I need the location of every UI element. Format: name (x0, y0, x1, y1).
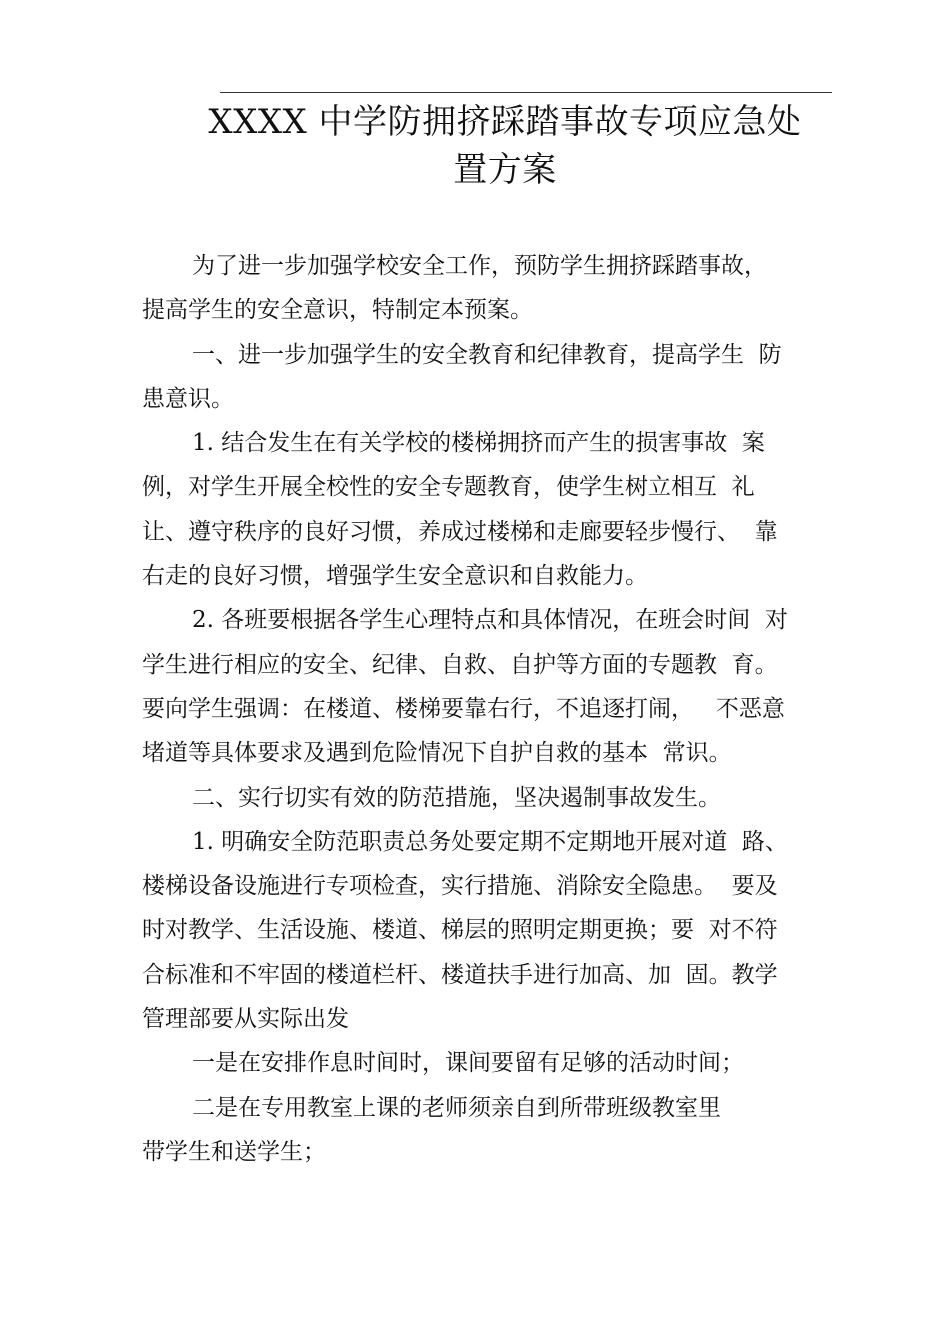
body-line: 患意识。 (142, 385, 234, 412)
body-line: 学生进行相应的安全、纪律、自救、自护等方面的专题教 育。 (142, 651, 778, 678)
section-heading: 一、进一步加强学生的安全教育和纪律教育，提高学生 防 (192, 341, 782, 368)
document-title-line-2: 置方案 (453, 150, 557, 190)
list-item-start: 1. 结合发生在有关学校的楼梯拥挤而产生的损害事故 案 (192, 430, 765, 457)
body-line: 右走的良好习惯，增强学生安全意识和自救能力。 (142, 563, 648, 590)
body-line: 提高学生的安全意识，特制定本预案。 (142, 297, 533, 324)
body-line: 楼梯设备设施进行专项检查，实行措施、消除安全隐患。 要及 (142, 873, 778, 900)
body-line: 例，对学生开展全校性的安全专题教育，使学生树立相互 礼 (142, 474, 755, 501)
body-line: 时对教学、生活设施、楼道、梯层的照明定期更换；要 对不符 (142, 917, 778, 944)
body-line: 二是在专用教室上课的老师须亲自到所带班级教室里 (192, 1094, 721, 1121)
body-line: 合标准和不牢固的楼道栏杆、楼道扶手进行加高、加 固。教学 (142, 961, 778, 988)
body-line: 要向学生强调：在楼道、楼梯要靠右行，不追逐打闹， 不恶意 (142, 695, 785, 722)
list-item-start: 1. 明确安全防范职责总务处要定期不定期地开展对道 路、 (192, 828, 788, 855)
top-rule (220, 92, 832, 93)
list-item-start: 2. 各班要根据各学生心理特点和具体情况，在班会时间 对 (192, 607, 788, 634)
body-line: 管理部要从实际出发 (142, 1006, 349, 1033)
body-line: 为了进一步加强学校安全工作，预防学生拥挤踩踏事故， (192, 253, 767, 279)
body-line: 让、遵守秩序的良好习惯，养成过楼梯和走廊要轻步慢行、 靠 (142, 518, 778, 545)
body-line: 堵道等具体要求及遇到危险情况下自护自救的基本 常识。 (142, 740, 732, 767)
document-body (142, 244, 832, 1174)
body-line: 带学生和送学生； (142, 1138, 326, 1165)
document-title-line-1: XXXX 中学防拥挤踩踏事故专项应急处 (208, 102, 802, 142)
body-line: 一是在安排作息时间时，课间要留有足够的活动时间； (192, 1050, 744, 1077)
section-heading: 二、实行切实有效的防范措施，坚决遏制事故发生。 (192, 784, 721, 811)
